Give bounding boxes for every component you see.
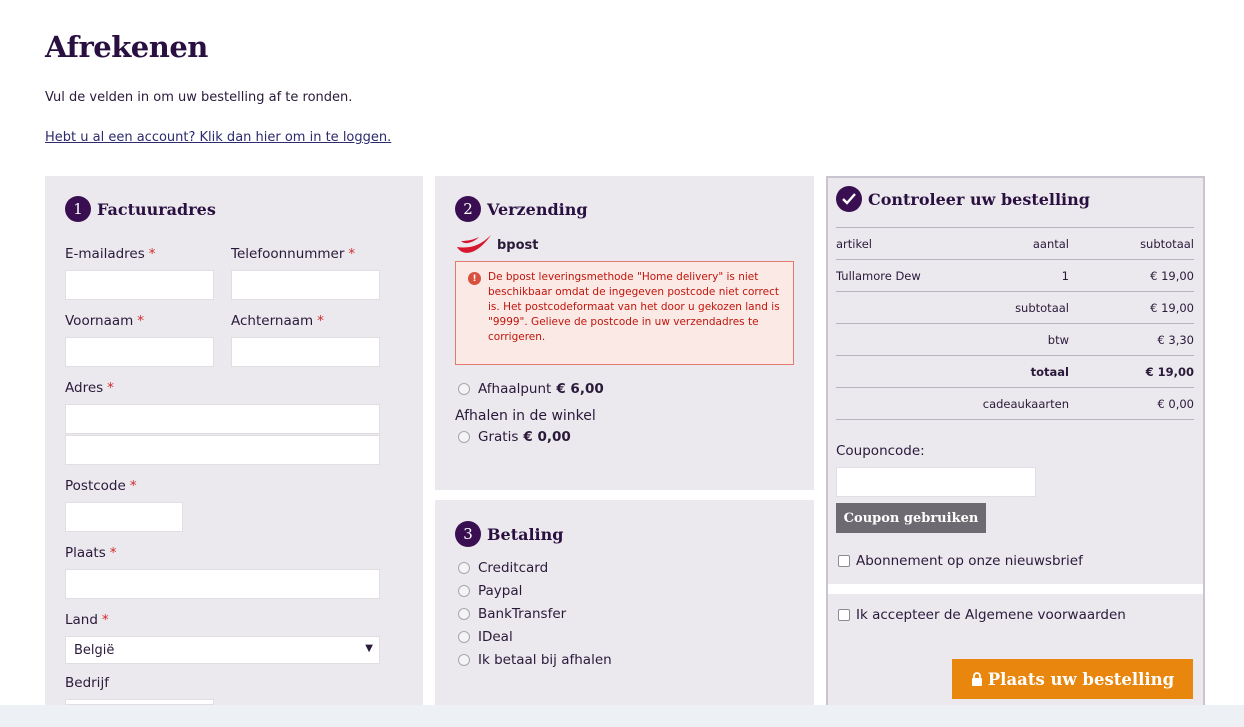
- terms-option[interactable]: [838, 607, 1126, 623]
- subtotal-label: subtotaal: [1015, 300, 1069, 315]
- option-label: Paypal: [478, 583, 523, 599]
- billing-title: Factuuradres: [97, 199, 216, 219]
- option-label: Afhaalpunt: [478, 381, 552, 397]
- required-mark: *: [148, 246, 156, 262]
- postcode-label-text: Postcode: [65, 478, 126, 494]
- payment-title: Betaling: [487, 524, 564, 544]
- option-label: Creditcard: [478, 560, 549, 576]
- vat-row: [836, 324, 1194, 356]
- option-price: € 0,00: [523, 429, 571, 445]
- item-name: Tullamore Dew: [836, 268, 921, 283]
- firstname-label-text: Voornaam: [65, 313, 134, 329]
- step-number-1: 1: [65, 196, 91, 222]
- radio-button[interactable]: [458, 585, 470, 597]
- lastname-label-text: Achternaam: [231, 313, 314, 329]
- table-row: [836, 260, 1194, 292]
- option-price: € 6,00: [556, 381, 604, 397]
- error-message: De bpost leveringsmethode "Home delivery" is niet beschikbaar omdat de ingegeven postcode niet correct is. Het postcodeformaat van het door u gekozen land is "9999". Gelieve de postcode in uw verzendadres te corrigeren.: [488, 271, 780, 343]
- lock-icon: [971, 672, 983, 686]
- total-row: [836, 356, 1194, 388]
- newsletter-checkbox[interactable]: [838, 555, 850, 567]
- firstname-label: [65, 313, 144, 329]
- payment-option-ideal[interactable]: [458, 629, 513, 645]
- country-label-text: Land: [65, 612, 98, 628]
- payment-option-banktransfer[interactable]: [458, 606, 566, 622]
- checkmark-icon: [836, 186, 862, 212]
- footer-strip: [0, 705, 1244, 727]
- pickup-heading: Afhalen in de winkel: [455, 408, 596, 424]
- giftcards-row: [836, 388, 1194, 420]
- shipping-option-free[interactable]: [458, 429, 571, 445]
- shipping-title: Verzending: [487, 199, 588, 219]
- table-header-row: [836, 228, 1194, 260]
- address-label-text: Adres: [65, 380, 104, 396]
- column-header: artikel: [836, 236, 872, 251]
- place-order-label: Plaats uw bestelling: [987, 669, 1175, 689]
- country-value: België: [74, 643, 115, 658]
- postcode-label: [65, 478, 137, 494]
- terms-checkbox[interactable]: [838, 609, 850, 621]
- email-field[interactable]: [65, 270, 214, 300]
- lastname-field[interactable]: [231, 337, 380, 367]
- intro-text: Vul de velden in om uw bestelling af te ronden.: [45, 90, 353, 105]
- terms-label: Ik accepteer de Algemene voorwaarden: [856, 607, 1126, 623]
- required-mark: *: [137, 313, 145, 329]
- shipping-error-box: [455, 261, 794, 365]
- carrier-name: bpost: [497, 238, 539, 253]
- giftcards-label: cadeaukaarten: [982, 396, 1069, 411]
- address-line2-field[interactable]: [65, 435, 380, 465]
- subtotal-value: € 19,00: [1150, 300, 1194, 315]
- lastname-label: [231, 313, 324, 329]
- page-title: Afrekenen: [45, 30, 208, 64]
- country-select[interactable]: [65, 636, 380, 664]
- payment-header: [455, 521, 563, 547]
- coupon-input[interactable]: [836, 467, 1036, 497]
- radio-button[interactable]: [458, 431, 470, 443]
- vat-value: € 3,30: [1157, 332, 1194, 347]
- required-mark: *: [101, 612, 109, 628]
- total-label: totaal: [1030, 364, 1069, 379]
- vat-label: btw: [1047, 332, 1069, 347]
- phone-field[interactable]: [231, 270, 380, 300]
- city-field[interactable]: [65, 569, 380, 599]
- company-label: Bedrijf: [65, 675, 109, 691]
- radio-button[interactable]: [458, 654, 470, 666]
- order-table: [836, 227, 1194, 420]
- country-label: [65, 612, 109, 628]
- column-header: aantal: [1032, 236, 1069, 251]
- review-header: [836, 186, 1090, 212]
- review-title: Controleer uw bestelling: [868, 189, 1090, 209]
- dropdown-arrow-icon: ▼: [365, 643, 373, 654]
- phone-label: [231, 246, 355, 262]
- radio-button[interactable]: [458, 631, 470, 643]
- required-mark: *: [129, 478, 137, 494]
- radio-button[interactable]: [458, 383, 470, 395]
- billing-header: [65, 196, 216, 222]
- email-label: [65, 246, 156, 262]
- firstname-field[interactable]: [65, 337, 214, 367]
- email-label-text: E-mailadres: [65, 246, 145, 262]
- option-label: Ik betaal bij afhalen: [478, 652, 612, 668]
- required-mark: *: [317, 313, 324, 329]
- address-label: [65, 380, 114, 396]
- postcode-field[interactable]: [65, 502, 183, 532]
- required-mark: *: [109, 545, 117, 561]
- coupon-label: Couponcode:: [836, 443, 925, 459]
- radio-button[interactable]: [458, 608, 470, 620]
- option-label: Gratis: [478, 429, 519, 445]
- required-mark: *: [348, 246, 356, 262]
- payment-option-pay-on-pickup[interactable]: [458, 652, 612, 668]
- required-mark: *: [107, 380, 114, 396]
- item-subtotal: € 19,00: [1150, 268, 1194, 283]
- error-icon: !: [468, 272, 481, 285]
- giftcards-value: € 0,00: [1157, 396, 1194, 411]
- shipping-header: [455, 196, 588, 222]
- panel-divider: [828, 584, 1203, 594]
- login-link[interactable]: Hebt u al een account? Klik dan hier om in te loggen.: [45, 130, 392, 145]
- option-label: IDeal: [478, 629, 513, 645]
- payment-option-creditcard[interactable]: [458, 560, 548, 576]
- step-number-3: 3: [455, 521, 481, 547]
- apply-coupon-button[interactable]: Coupon gebruiken: [836, 503, 986, 533]
- item-qty: 1: [1061, 268, 1069, 283]
- place-order-button[interactable]: [952, 659, 1193, 699]
- step-number-2: 2: [455, 196, 481, 222]
- city-label-text: Plaats: [65, 545, 106, 561]
- city-label: [65, 545, 117, 561]
- subtotal-row: [836, 292, 1194, 324]
- newsletter-label: Abonnement op onze nieuwsbrief: [856, 553, 1083, 569]
- payment-option-paypal[interactable]: [458, 583, 522, 599]
- total-value: € 19,00: [1145, 364, 1194, 379]
- option-label: BankTransfer: [478, 606, 567, 622]
- column-header: subtotaal: [1140, 236, 1194, 251]
- newsletter-option[interactable]: [838, 553, 1083, 569]
- phone-label-text: Telefoonnummer: [231, 246, 345, 262]
- radio-button[interactable]: [458, 562, 470, 574]
- address-line1-field[interactable]: [65, 404, 380, 434]
- bpost-logo-icon: [455, 233, 493, 259]
- shipping-option-pickup-point[interactable]: [458, 381, 604, 397]
